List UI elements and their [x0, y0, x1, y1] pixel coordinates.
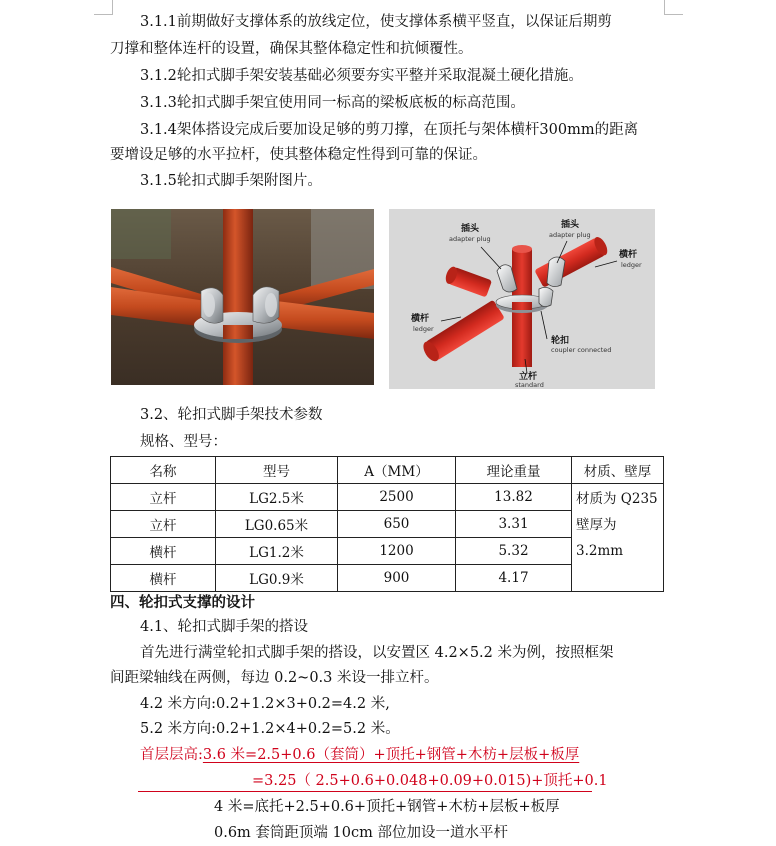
direction-4-2: 4.2 米方向:0.2+1.2×3+0.2=4.2 米,	[140, 696, 390, 712]
table-cell: LG0.9米	[216, 565, 338, 592]
table-cell: 横杆	[111, 565, 216, 592]
intro-line2: 间距梁轴线在两侧，每边 0.2~0.3 米设一排立杆。	[110, 670, 439, 686]
floor-height-line	[140, 745, 579, 765]
diagram-label-standard-cn: 立杆	[519, 372, 538, 382]
table-cell: 立杆	[111, 511, 216, 538]
material-line: 3.2mm	[576, 543, 624, 559]
diagram-label-ledger-right-en: ledger	[621, 261, 642, 269]
floor-height-equation: 3.6 米=2.5+0.6（套筒）+顶托+钢管+木枋+层板+板厚	[202, 747, 580, 763]
paragraph-3-1-4-line2: 要增设足够的水平拉杆，使其整体稳定性得到可靠的保证。	[110, 147, 487, 163]
diagram-label-plug-left-en: adapter plug	[449, 235, 491, 243]
paragraph-3-1-4-line1: 3.1.4架体搭设完成后要加设足够的剪刀撑，在顶托与架体横杆300mm的距离	[140, 122, 639, 138]
paragraph-3-1-1-line2: 刀撑和整体连杆的设置，确保其整体稳定性和抗倾覆性。	[110, 41, 473, 57]
diagram-label-coupler-en: coupler connected	[551, 346, 612, 354]
floor-height-equation-2: =3.25（ 2.5+0.6+0.048+0.09+0.015)+顶托+0.1	[252, 773, 608, 789]
diagram-label-ledger-left-en: ledger	[413, 325, 434, 333]
table-cell: 2500	[338, 484, 456, 511]
table-cell: 5.32	[456, 538, 572, 565]
material-line: 材质为 Q235	[576, 491, 658, 507]
diagram-label-coupler-cn: 轮扣	[551, 336, 570, 346]
paragraph-3-1-5: 3.1.5轮扣式脚手架附图片。	[140, 173, 322, 189]
material-line: 壁厚为	[576, 517, 617, 533]
table-cell: 3.31	[456, 511, 572, 538]
paragraph-3-1-1-line1: 3.1.1前期做好支撑体系的放线定位，使支撑体系横平竖直，以保证后期剪	[140, 14, 612, 30]
table-cell: 13.82	[456, 484, 572, 511]
diagram-label-ledger-left-cn: 横杆	[411, 314, 430, 324]
paragraph-3-1-2: 3.1.2轮扣式脚手架安装基础必须要夯实平整并采取混凝土硬化措施。	[140, 68, 583, 84]
diagram-label-plug-left-cn: 插头	[461, 224, 480, 234]
table-row	[111, 484, 664, 511]
diagram-label-ledger-right-cn: 横杆	[619, 250, 638, 260]
section-3-2-title: 3.2、轮扣式脚手架技术参数	[140, 407, 323, 423]
table-cell: 4.17	[456, 565, 572, 592]
spec-label: 规格、型号：	[140, 434, 227, 450]
sleeve-note: 0.6m 套筒距顶端 10cm 部位加设一道水平杆	[214, 825, 508, 841]
technical-parameters-table	[110, 456, 664, 592]
page-corner-mark-left	[94, 0, 113, 15]
intro-line1: 首先进行满堂轮扣式脚手架的搭设，以安置区 4.2×5.2 米为例，按照框架	[140, 645, 614, 661]
diagram-label-plug-right-cn: 插头	[561, 220, 580, 230]
table-header-cell: A（MM）	[338, 457, 456, 484]
diagram-label-standard-en: standard	[515, 381, 544, 389]
section-4-1-title: 4.1、轮扣式脚手架的搭设	[140, 619, 309, 635]
page-corner-mark-right	[664, 0, 683, 15]
direction-5-2: 5.2 米方向:0.2+1.2×4+0.2=5.2 米。	[140, 721, 400, 737]
scaffold-joint-photo	[111, 209, 374, 385]
paragraph-3-1-3: 3.1.3轮扣式脚手架宜使用同一标高的梁板底板的标高范围。	[140, 95, 525, 111]
table-header-row	[111, 457, 664, 484]
diagram-label-plug-right-en: adapter plug	[549, 231, 591, 239]
table-cell: LG2.5米	[216, 484, 338, 511]
table-header-cell: 理论重量	[456, 457, 572, 484]
coupler-connection-diagram	[389, 209, 655, 389]
table-cell: 立杆	[111, 484, 216, 511]
table-cell: 1200	[338, 538, 456, 565]
section-4-title: 四、轮扣式支撑的设计	[110, 595, 255, 611]
floor-height-label: 首层层高:	[140, 747, 203, 763]
red-underline-rule	[138, 791, 592, 792]
table-header-cell: 名称	[111, 457, 216, 484]
table-cell: LG0.65米	[216, 511, 338, 538]
table-cell: 900	[338, 565, 456, 592]
table-header-cell: 型号	[216, 457, 338, 484]
material-cell	[572, 484, 664, 592]
table-header-cell: 材质、壁厚	[572, 457, 664, 484]
table-cell: 横杆	[111, 538, 216, 565]
equation-4m: 4 米=底托+2.5+0.6+顶托+钢管+木枋+层板+板厚	[214, 799, 560, 815]
table-cell: LG1.2米	[216, 538, 338, 565]
table-cell: 650	[338, 511, 456, 538]
